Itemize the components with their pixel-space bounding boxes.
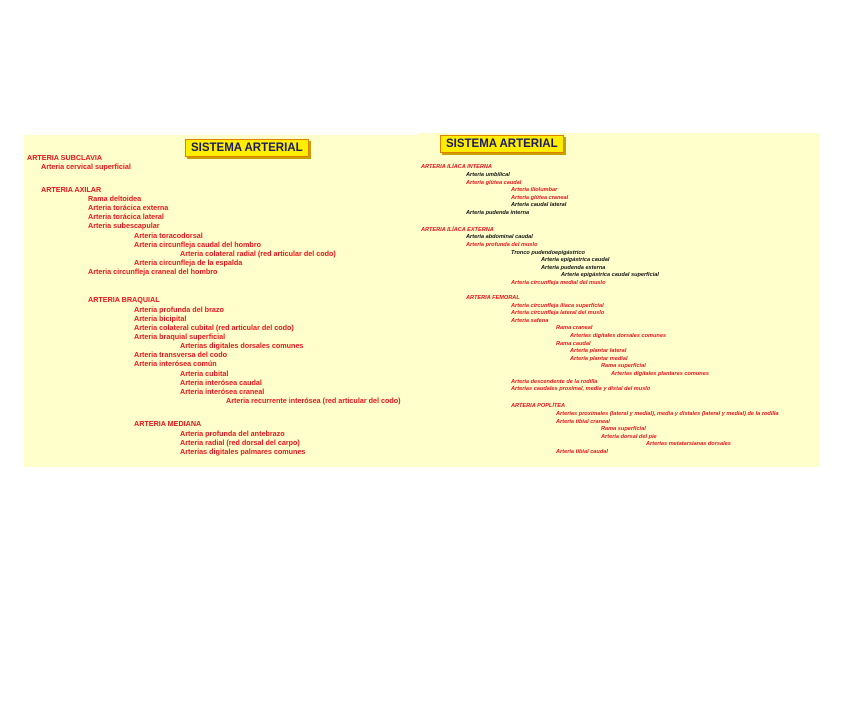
right-artery-line: Arteria plantar lateral <box>570 348 627 354</box>
right-artery-line: Arteria abdominal caudal <box>466 234 533 240</box>
right-artery-line: Arteria umbilical <box>466 172 510 178</box>
left-artery-line: Arteria circunfleja craneal del hombro <box>88 267 218 276</box>
right-slide-panel <box>417 133 819 467</box>
right-artery-line: Arteria descendente de la rodilla <box>511 379 598 385</box>
right-artery-line: ARTERIA ILÍACA INTERNA <box>421 164 492 170</box>
left-artery-line: Arteria interósea común <box>134 359 217 368</box>
left-slide-title: SISTEMA ARTERIAL <box>185 139 309 157</box>
right-artery-line: Arterias caudales proximal, media y distal del muslo <box>511 386 651 392</box>
right-artery-line: Arterias metatarsianas dorsales <box>646 441 731 447</box>
right-artery-line: Arteria tibial caudal <box>556 449 608 455</box>
right-artery-line: Arteria dorsal del pie <box>601 434 657 440</box>
right-artery-line: Arteria profunda del muslo <box>466 242 538 248</box>
left-artery-line: Arteria circunfleja caudal del hombro <box>134 240 262 249</box>
right-artery-line: Arteria pudenda externa <box>541 265 606 271</box>
left-artery-line: Arteria circunfleja de la espalda <box>134 258 243 267</box>
left-artery-line: Arteria torácica lateral <box>88 212 164 221</box>
left-artery-line: Arteria bicipital <box>134 314 187 323</box>
left-artery-line: Arteria transversa del codo <box>134 350 228 359</box>
right-artery-line: Arterias digitales dorsales comunes <box>570 333 667 339</box>
left-artery-line: Arteria interósea caudal <box>180 378 262 387</box>
right-artery-line: Arteria safena <box>511 318 549 324</box>
left-artery-line: Arteria torácica externa <box>88 203 169 212</box>
right-artery-line: Arteria tibial craneal <box>556 419 610 425</box>
left-slide-panel <box>24 135 417 467</box>
right-artery-line: Arteria caudal lateral <box>511 202 567 208</box>
left-artery-line: Arteria interósea craneal <box>180 387 265 396</box>
left-artery-line: ARTERIA AXILAR <box>41 185 102 194</box>
right-artery-line: Arteria epigástrica caudal superficial <box>561 272 659 278</box>
right-artery-line: Arteria circunfleja medial del muslo <box>511 280 606 286</box>
left-artery-line: Arterias digitales palmares comunes <box>180 447 306 456</box>
right-artery-line: ARTERIA ILÍACA EXTERNA <box>421 227 494 233</box>
left-artery-line: ARTERIA MEDIANA <box>134 419 202 428</box>
left-artery-line: Arterias digitales dorsales comunes <box>180 341 304 350</box>
left-artery-line: Arteria toracodorsal <box>134 231 203 240</box>
right-artery-line: ARTERIA FEMORAL <box>466 295 520 301</box>
right-artery-line: Arteria plantar medial <box>570 356 628 362</box>
right-artery-line: Tronco pudendoepigástrico <box>511 250 585 256</box>
left-artery-line: Arteria profunda del brazo <box>134 305 224 314</box>
right-artery-line: Arterias proximales (lateral y medial), media y distales (lateral y medial) de la rodilla <box>556 411 779 417</box>
left-artery-line: Arteria subescapular <box>88 221 160 230</box>
left-artery-line: Arteria profunda del antebrazo <box>180 429 285 438</box>
right-artery-line: Arteria glútea craneal <box>511 195 569 201</box>
left-artery-line: Arteria cervical superficial <box>41 162 131 171</box>
right-slide-title: SISTEMA ARTERIAL <box>440 135 564 153</box>
left-artery-line: ARTERIA SUBCLAVIA <box>27 153 103 162</box>
right-artery-line: Arteria circunfleja lateral del muslo <box>511 310 605 316</box>
right-artery-line: Arterias digitales plantares comunes <box>611 371 709 377</box>
left-artery-line: Arteria radial (red dorsal del carpo) <box>180 438 300 447</box>
left-artery-line: Arteria braquial superficial <box>134 332 226 341</box>
right-artery-line: ARTERIA POPLÍTEA <box>511 403 566 409</box>
left-artery-line: Arteria colateral cubital (red articular del codo) <box>134 323 294 332</box>
left-artery-line: ARTERIA BRAQUIAL <box>88 295 160 304</box>
right-artery-line: Rama caudal <box>556 341 591 347</box>
right-artery-line: Rama superficial <box>601 426 646 432</box>
left-artery-line: Arteria colateral radial (red articular del codo) <box>180 249 336 258</box>
right-artery-line: Rama craneal <box>556 325 593 331</box>
right-artery-line: Arteria pudenda interna <box>466 210 530 216</box>
right-artery-line: Arteria glútea caudal <box>466 180 522 186</box>
right-artery-line: Arteria epigástrica caudal <box>541 257 610 263</box>
left-artery-line: Rama deltoidea <box>88 194 142 203</box>
right-artery-line: Arteria iliolumbar <box>511 187 558 193</box>
left-artery-line: Arteria recurrente interósea (red articular del codo) <box>226 396 401 405</box>
left-artery-line: Arteria cubital <box>180 369 229 378</box>
right-artery-line: Arteria circunfleja ilíaca superficial <box>511 303 604 309</box>
right-artery-line: Rama superficial <box>601 363 646 369</box>
